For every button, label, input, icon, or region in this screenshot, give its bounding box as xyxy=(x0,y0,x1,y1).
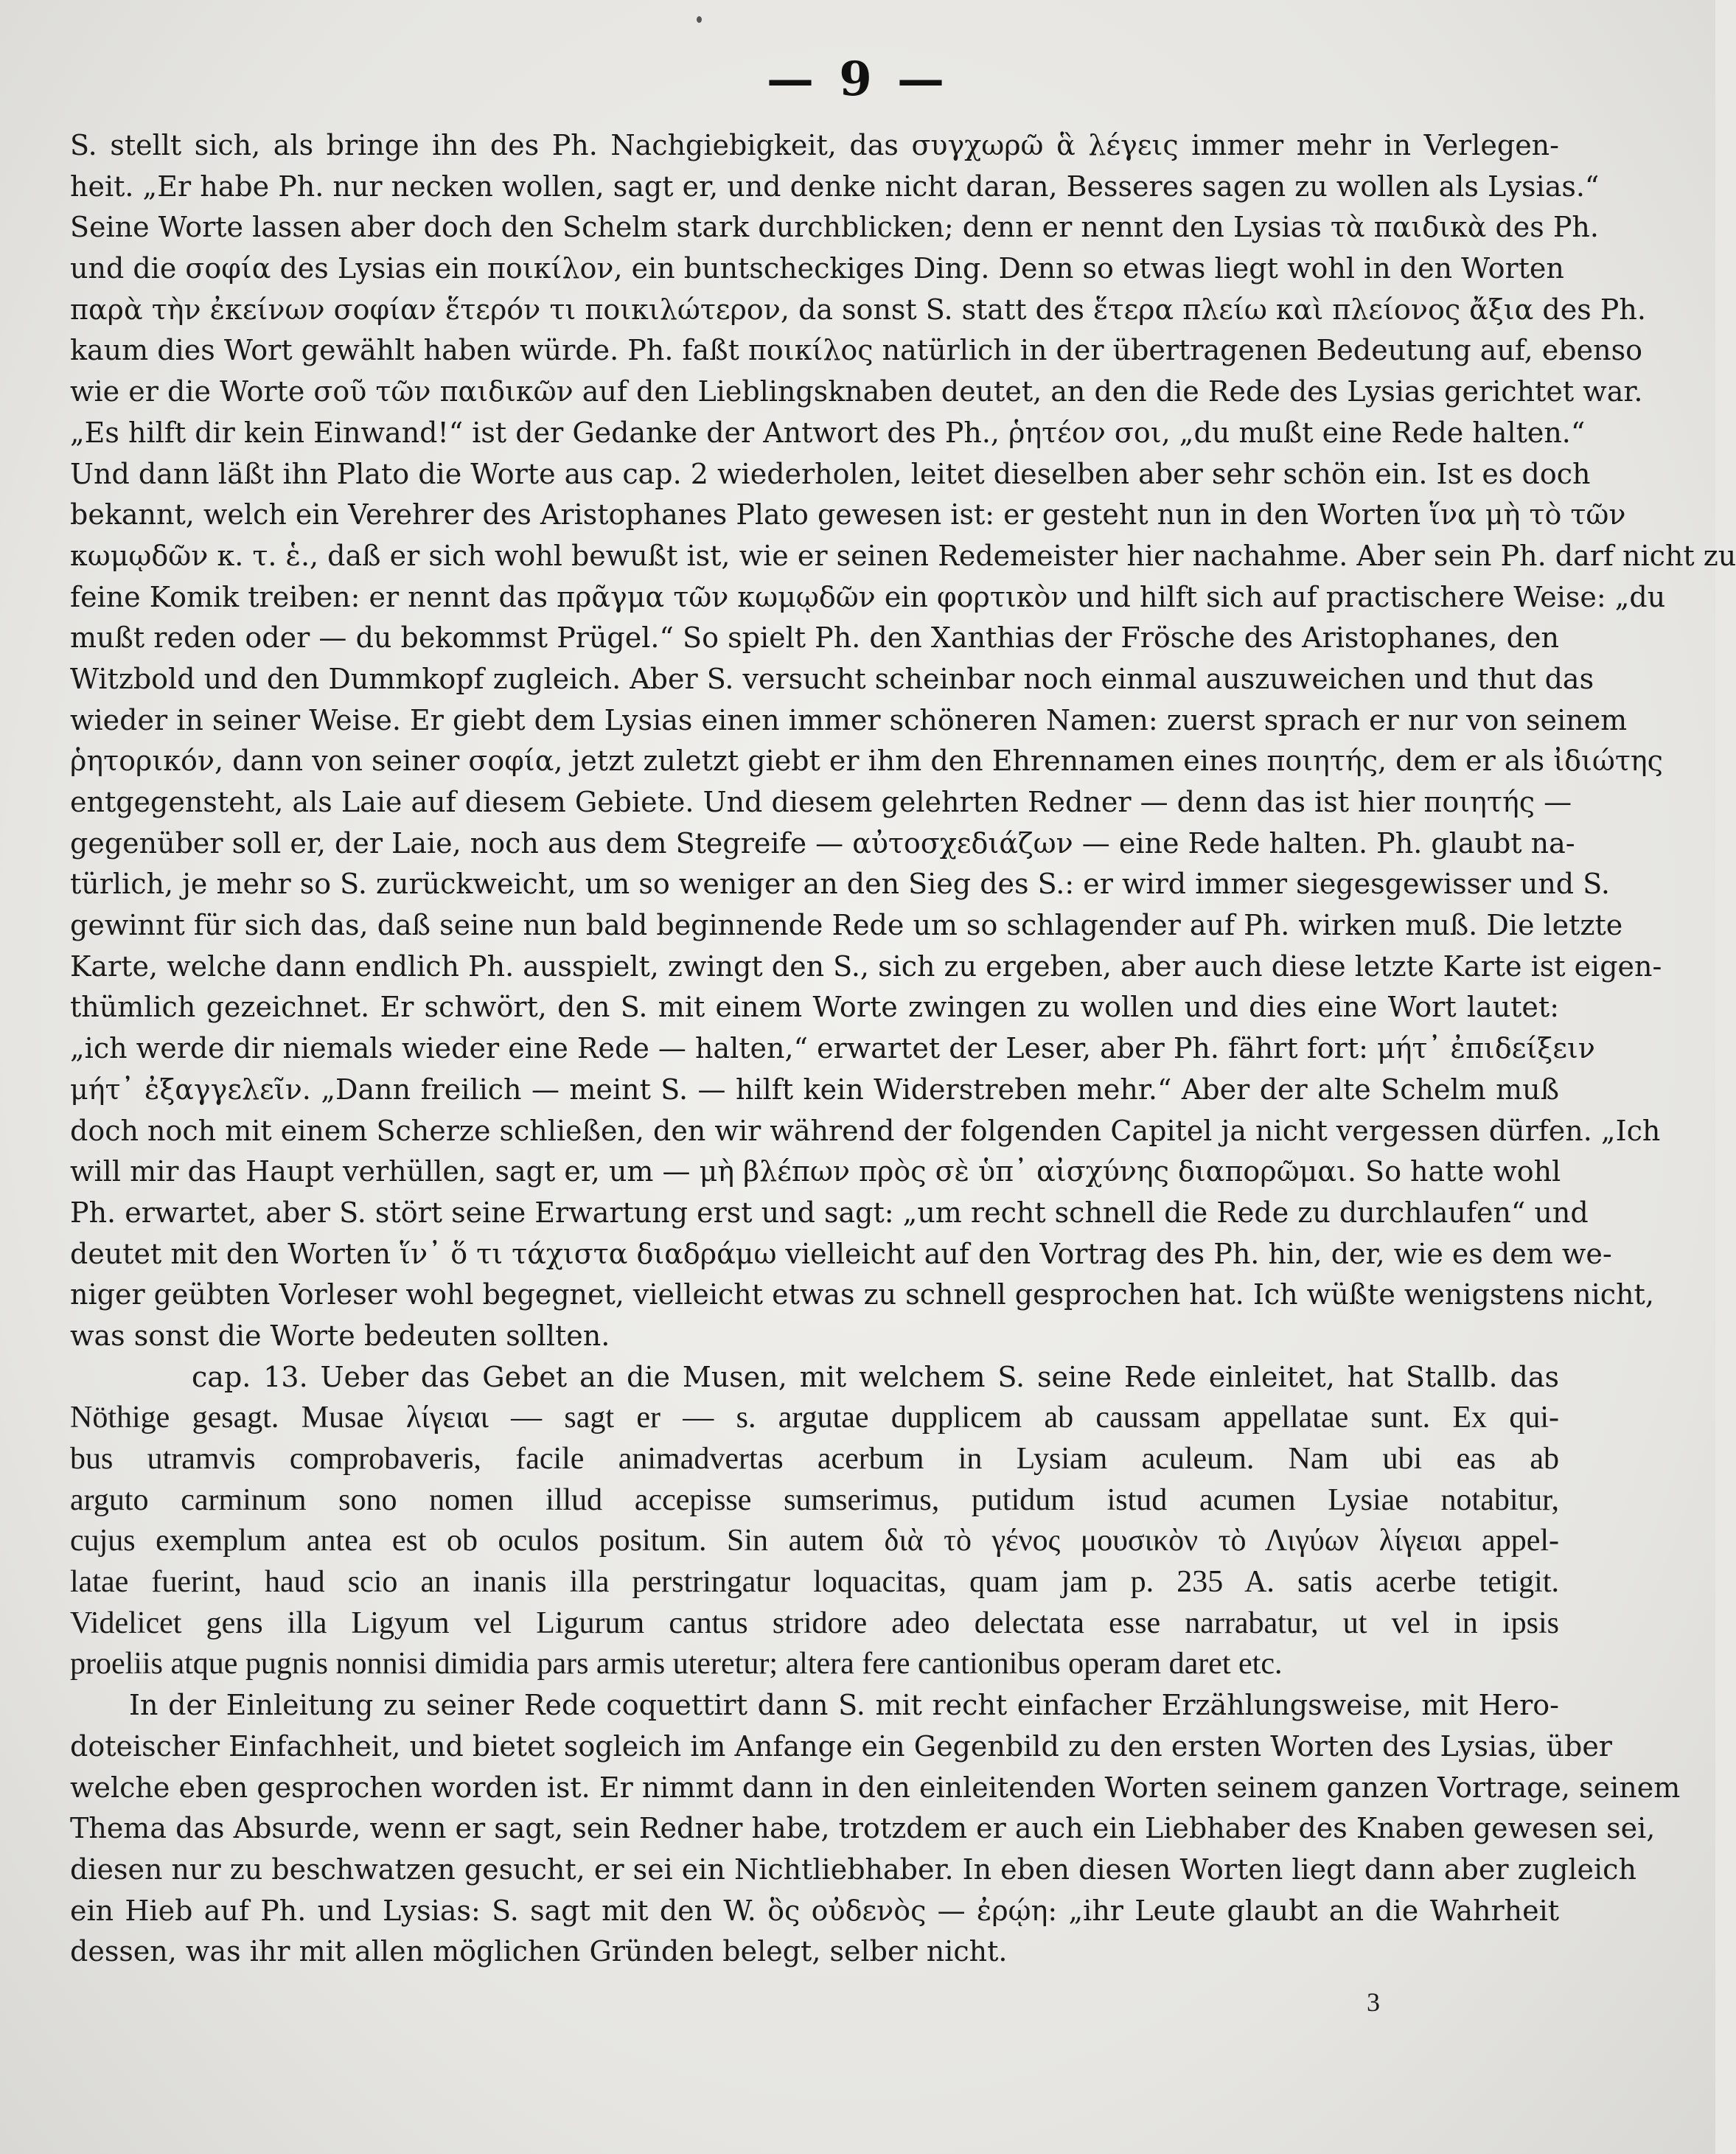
text-line: κωμῳδῶν κ. τ. ἑ., daß er sich wohl bewußt ist, wie er seinen Redemeister hier nachahme. Aber sein Ph. darf nicht zu xyxy=(70,539,1736,572)
text-line: Karte, welche dann endlich Ph. ausspielt, zwingt den S., sich zu ergeben, aber auch diese letzte Karte ist eigen- xyxy=(70,949,1662,983)
text-line: παρὰ τὴν ἐκείνων σοφίαν ἕτερόν τι ποικιλώτερον, da sonst S. statt des ἕτερα πλείω καὶ πλείονος ἄξια des Ph. xyxy=(70,293,1646,326)
text-line: latae fuerint, haud scio an inanis illa perstringatur loquacitas, quam jam p. 235 A. satis acerbe tetigit. xyxy=(70,1565,1559,1600)
text-line: Witzbold und den Dummkopf zugleich. Aber S. versucht scheinbar noch einmal auszuweichen und thut das xyxy=(70,662,1594,695)
body-text xyxy=(70,125,1736,1973)
text-line: feine Komik treiben: er nennt das πρᾶγμα τῶν κωμῳδῶν ein φορτικὸν und hilft sich auf practischere Weise: „du xyxy=(70,580,1666,613)
text-line: „Es hilft dir kein Einwand!“ ist der Gedanke der Antwort des Ph., ῥητέον σοι, „du mußt eine Rede halten.“ xyxy=(70,416,1586,449)
text-line: welche eben gesprochen worden ist. Er nimmt dann in den einleitenden Worten seinem ganzen Vortrage, seinem xyxy=(70,1771,1681,1804)
text-line: thümlich gezeichnet. Er schwört, den S. mit einem Worte zwingen zu wollen und dies eine Wort lautet: xyxy=(70,991,1559,1024)
text-line: heit. „Er habe Ph. nur necken wollen, sagt er, und denke nicht daran, Besseres sagen zu wollen als Lysias.“ xyxy=(70,170,1600,203)
text-line: was sonst die Worte bedeuten sollten. xyxy=(70,1319,610,1352)
text-line: In der Einleitung zu seiner Rede coquettirt dann S. mit recht einfacher Erzählungsweise, mit Hero- xyxy=(129,1689,1559,1722)
paragraph-cap-13 xyxy=(70,1357,1559,1686)
text-line: will mir das Haupt verhüllen, sagt er, um — μὴ βλέπων πρὸς σὲ ὑπ᾽ αἰσχύνης διαπορῶμαι. So hatte wohl xyxy=(70,1155,1561,1188)
text-line: arguto carminum sono nomen illud accepisse sumserimus, putidum istud acumen Lysiae notabitur, xyxy=(70,1482,1559,1517)
text-line: diesen nur zu beschwatzen gesucht, er sei ein Nichtliebhaber. In eben diesen Worten liegt dann aber zugleich xyxy=(70,1852,1636,1886)
text-line: Seine Worte lassen aber doch den Schelm stark durchblicken; denn er nennt den Lysias τὰ παιδικὰ des Ph. xyxy=(70,211,1599,244)
page-number: — 9 — xyxy=(766,52,949,107)
text-line: ῥητορικόν, dann von seiner σοφία, jetzt zuletzt giebt er ihm den Ehrennamen eines ποιητής, dem er als ἰδιώτης xyxy=(70,745,1663,778)
text-line: gewinnt für sich das, daß seine nun bald beginnende Rede um so schlagender auf Ph. wirken muß. Die letzte xyxy=(70,909,1623,942)
text-line: dessen, was ihr mit allen möglichen Gründen belegt, selber nicht. xyxy=(70,1935,1008,1968)
text-line: bekannt, welch ein Verehrer des Aristophanes Plato gewesen ist: er gesteht nun in den Worten ἵνα μὴ τὸ τῶν xyxy=(70,498,1626,531)
text-line: cap. 13. Ueber das Gebet an die Musen, mit welchem S. seine Rede einleitet, hat Stallb. das xyxy=(192,1360,1559,1393)
text-line: S. stellt sich, als bringe ihn des Ph. Nachgiebigkeit, das συγχωρῶ ἃ λέγεις immer mehr in Verlegen- xyxy=(70,129,1559,161)
text-line: kaum dies Wort gewählt haben würde. Ph. faßt ποικίλος natürlich in der übertragenen Bedeutung auf, ebenso xyxy=(70,334,1642,367)
text-line: entgegensteht, als Laie auf diesem Gebiete. Und diesem gelehrten Redner — denn das ist hier ποιητής — xyxy=(70,786,1572,818)
text-line: Nöthige gesagt. Musae λίγειαι — sagt er — s. argutae dupplicem ab caussam appellatae sunt. Ex qui- xyxy=(70,1401,1559,1435)
text-line: türlich, je mehr so S. zurückweicht, um so weniger an den Sieg des S.: er wird immer siegesgewisser und S. xyxy=(70,868,1610,901)
text-line: Thema das Absurde, wenn er sagt, sein Redner habe, trotzdem er auch ein Liebhaber des Knaben gewesen sei, xyxy=(70,1812,1656,1845)
text-line: μήτ᾽ ἐξαγγελεῖν. „Dann freilich — meint S. — hilft kein Widerstreben mehr.“ Aber der alte Schelm muß xyxy=(70,1073,1559,1106)
text-line: Und dann läßt ihn Plato die Worte aus cap. 2 wiederholen, leitet dieselben aber sehr schön ein. Ist es doch xyxy=(70,457,1591,490)
text-line: wie er die Worte σοῦ τῶν παιδικῶν auf den Lieblingsknaben deutet, an den die Rede des Lysias gerichtet war. xyxy=(70,375,1643,408)
text-line: und die σοφία des Lysias ein ποικίλον, ein buntscheckiges Ding. Denn so etwas liegt wohl in den Worten xyxy=(70,252,1564,285)
text-line: cujus exemplum antea est ob oculos positum. Sin autem διὰ τὸ γένος μουσικὸν τὸ Λιγύων λίγειαι appel- xyxy=(70,1524,1559,1558)
text-line: wieder in seiner Weise. Er giebt dem Lysias einen immer schöneren Namen: zuerst sprach er nur von seinem xyxy=(70,703,1628,736)
text-line: Videlicet gens illa Ligyum vel Ligurum cantus stridore adeo delectata esse narrabatur, ut vel in ipsis xyxy=(70,1606,1559,1640)
text-line: Ph. erwartet, aber S. stört seine Erwartung erst und sagt: „um recht schnell die Rede zu durchlaufen“ und xyxy=(70,1196,1589,1229)
paragraph-1 xyxy=(70,125,1736,1357)
text-line: niger geübten Vorleser wohl begegnet, vielleicht etwas zu schnell gesprochen hat. Ich wüßte wenigstens nicht, xyxy=(70,1278,1654,1311)
text-line: gegenüber soll er, der Laie, noch aus dem Stegreife — αὐτοσχεδιάζων — eine Rede halten. Ph. glaubt na- xyxy=(70,826,1575,860)
text-line: doch noch mit einem Scherze schließen, den wir während der folgenden Capitel ja nicht vergessen dürfen. „Ich xyxy=(70,1114,1661,1147)
text-line: deutet mit den Worten ἵν᾽ ὅ τι τάχιστα διαδράμω vielleicht auf den Vortrag des Ph. hin, der, wie es dem we- xyxy=(70,1237,1612,1270)
paragraph-3 xyxy=(70,1685,1681,1973)
text-line: mußt reden oder — du bekommst Prügel.“ So spielt Ph. den Xanthias der Frösche des Aristophanes, den xyxy=(70,621,1559,655)
text-line: bus utramvis comprobaveris, facile animadvertas acerbum in Lysiam aculeum. Nam ubi eas ab xyxy=(70,1442,1559,1476)
text-line: ein Hieb auf Ph. und Lysias: S. sagt mit den W. ὃς οὐδενὸς — ἐρῴη: „ihr Leute glaubt an die Wahrheit xyxy=(70,1894,1559,1927)
signature-mark: 3 xyxy=(1367,1987,1380,2017)
text-line: proeliis atque pugnis nonnisi dimidia pars armis uteretur; altera fere cantionibus operam daret etc. xyxy=(70,1647,1283,1681)
ink-speck xyxy=(697,16,702,23)
text-line: doteischer Einfachheit, und bietet sogleich im Anfange ein Gegenbild zu den ersten Worten des Lysias, über xyxy=(70,1729,1612,1763)
text-line: „ich werde dir niemals wieder eine Rede — halten,“ erwartet der Leser, aber Ph. fährt fort: μήτ᾽ ἐπιδείξειν xyxy=(70,1032,1595,1065)
